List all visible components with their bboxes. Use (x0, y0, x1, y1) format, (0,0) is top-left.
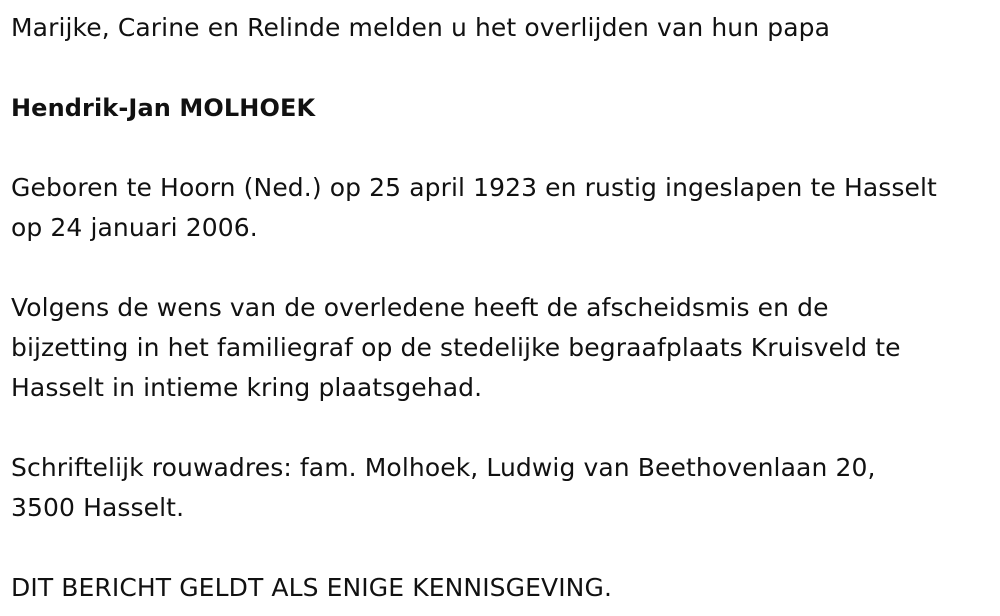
spacer (11, 248, 988, 288)
deceased-name: Hendrik-Jan MOLHOEK (11, 94, 316, 122)
birth-death-text: Geboren te Hoorn (Ned.) op 25 april 1923 en rustig ingeslapen te Hasselt op 24 januari 2006. (11, 173, 937, 242)
spacer (11, 48, 988, 88)
intro-text: Marijke, Carine en Relinde melden u het overlijden van hun papa (11, 13, 831, 42)
funeral-text: Volgens de wens van de overledene heeft de afscheidsmis en de bijzetting in het familiegraf op de stedelijke begraafplaats Kruisveld te Hasselt in intieme kring plaatsgehad. (11, 293, 901, 402)
address-text: Schriftelijk rouwadres: fam. Molhoek, Ludwig van Beethovenlaan 20, 3500 Hasselt. (11, 453, 876, 522)
closing-text: DIT BERICHT GELDT ALS ENIGE KENNISGEVING. (11, 573, 612, 602)
spacer (11, 528, 988, 568)
spacer (11, 408, 988, 448)
spacer (11, 128, 988, 168)
